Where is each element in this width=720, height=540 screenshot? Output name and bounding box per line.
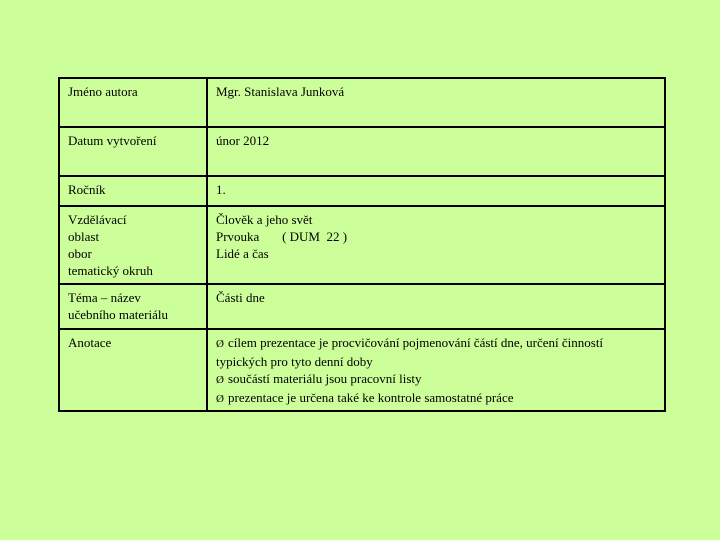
grade-value: 1. [207, 176, 665, 206]
table-row [59, 78, 665, 127]
topic-label [59, 284, 207, 329]
grade-label: Ročník [59, 176, 207, 206]
topic-value: Části dne [207, 284, 665, 329]
education-area-value [207, 206, 665, 284]
label-line: učebního materiálu [68, 307, 168, 322]
annotation-bullet [216, 334, 656, 370]
annotation-bullet [216, 389, 656, 408]
date-label: Datum vytvoření [59, 127, 207, 176]
education-area-label [59, 206, 207, 284]
arrow-bullet-icon: Ø [216, 393, 224, 405]
annotation-label: Anotace [59, 329, 207, 411]
metadata-table [58, 77, 666, 412]
value-line: Člověk a jeho svět [216, 212, 313, 227]
table-row [59, 329, 665, 411]
label-line: oblast [68, 229, 100, 244]
label-line: Téma – název [68, 290, 141, 305]
arrow-bullet-icon: Ø [216, 374, 224, 386]
bullet-text: součástí materiálu jsou pracovní listy [228, 371, 422, 386]
author-value: Mgr. Stanislava Junková [207, 78, 665, 127]
label-line: obor [68, 246, 92, 261]
table-row [59, 127, 665, 176]
date-value: únor 2012 [207, 127, 665, 176]
annotation-bullet [216, 370, 656, 389]
table-row [59, 206, 665, 284]
table-row [59, 284, 665, 329]
table-row [59, 176, 665, 206]
label-line: Vzdělávací [68, 212, 127, 227]
value-line: Lidé a čas [216, 246, 269, 261]
bullet-text: cílem prezentace je procvičování pojmenování částí dne, určení činností typických pro tyto denní doby [216, 335, 604, 369]
value-line: Prvouka ( DUM 22 ) [216, 229, 348, 244]
arrow-bullet-icon: Ø [216, 338, 224, 350]
annotation-value [207, 329, 665, 411]
author-label: Jméno autora [59, 78, 207, 127]
bullet-text: prezentace je určena také ke kontrole samostatné práce [228, 390, 514, 405]
label-line: tematický okruh [68, 263, 153, 278]
